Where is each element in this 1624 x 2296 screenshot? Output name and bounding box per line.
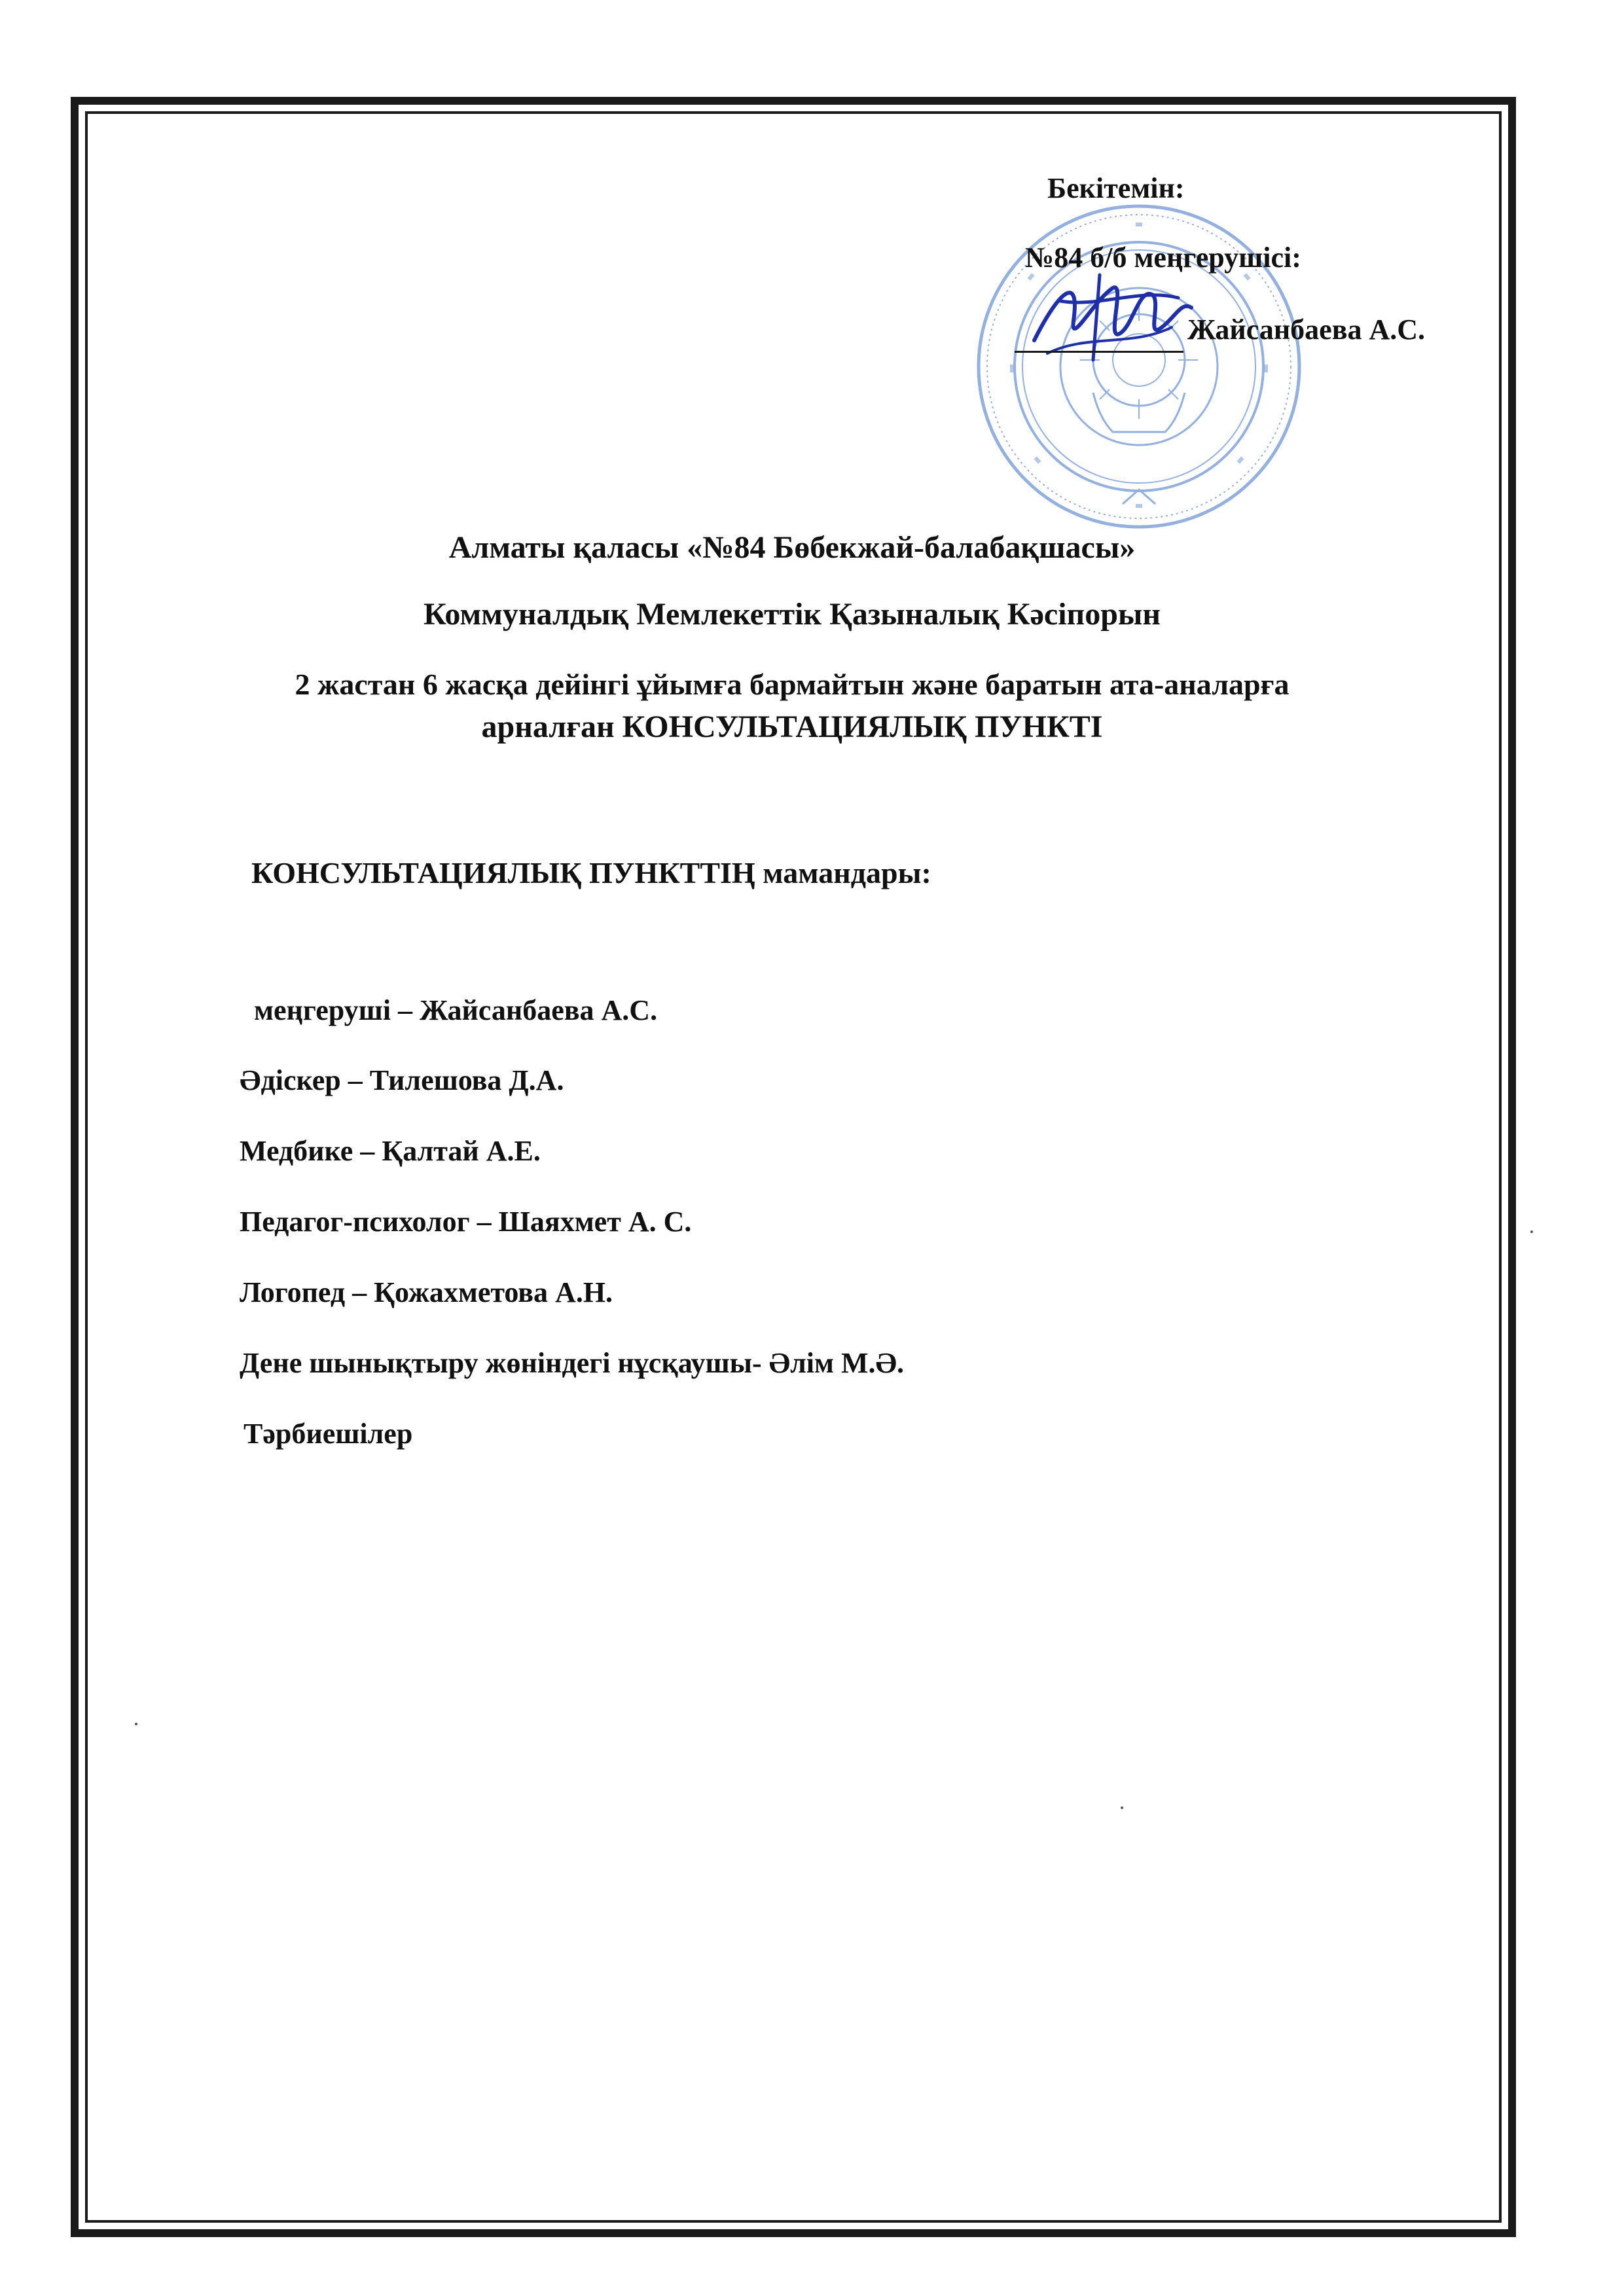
scan-speck — [1121, 1806, 1123, 1809]
header-line-2: Коммуналдық Мемлекеттік Қазыналық Кәсіпорын — [423, 597, 1161, 632]
signature-line — [1015, 351, 1183, 353]
specialist-item: Педагог-психолог – Шаяхмет А. С. — [240, 1206, 692, 1238]
header-line-4: арналған КОНСУЛЬТАЦИЯЛЫҚ ПУНКТІ — [481, 709, 1103, 744]
scan-speck — [135, 1723, 137, 1725]
specialist-item: Логопед – Қожахметова А.Н. — [240, 1276, 613, 1308]
scan-speck — [1530, 1230, 1533, 1233]
approval-name: Жайсанбаева А.С. — [1187, 314, 1426, 346]
specialists-heading: КОНСУЛЬТАЦИЯЛЫҚ ПУНКТТІҢ мамандары: — [251, 856, 931, 889]
approval-position: №84 б/б меңгерушісі: — [1025, 242, 1301, 274]
specialist-item: Әдіскер – Тилешова Д.А. — [240, 1064, 564, 1096]
specialist-item: Дене шынықтыру жөніндегі нұсқаушы- Әлім М.Ә. — [240, 1347, 905, 1379]
specialist-item: меңгеруші – Жайсанбаева А.С. — [254, 994, 658, 1026]
approval-title: Бекітемін: — [1047, 172, 1185, 204]
specialist-item: Тәрбиешілер — [244, 1418, 413, 1450]
specialist-item: Медбике – Қалтай А.Е. — [240, 1135, 541, 1167]
header-line-1: Алматы қаласы «№84 Бөбекжай-балабақшасы» — [448, 530, 1136, 565]
header-line-3: 2 жастан 6 жасқа дейінгі ұйымға бармайтын және баратын ата-аналарға — [295, 668, 1290, 701]
